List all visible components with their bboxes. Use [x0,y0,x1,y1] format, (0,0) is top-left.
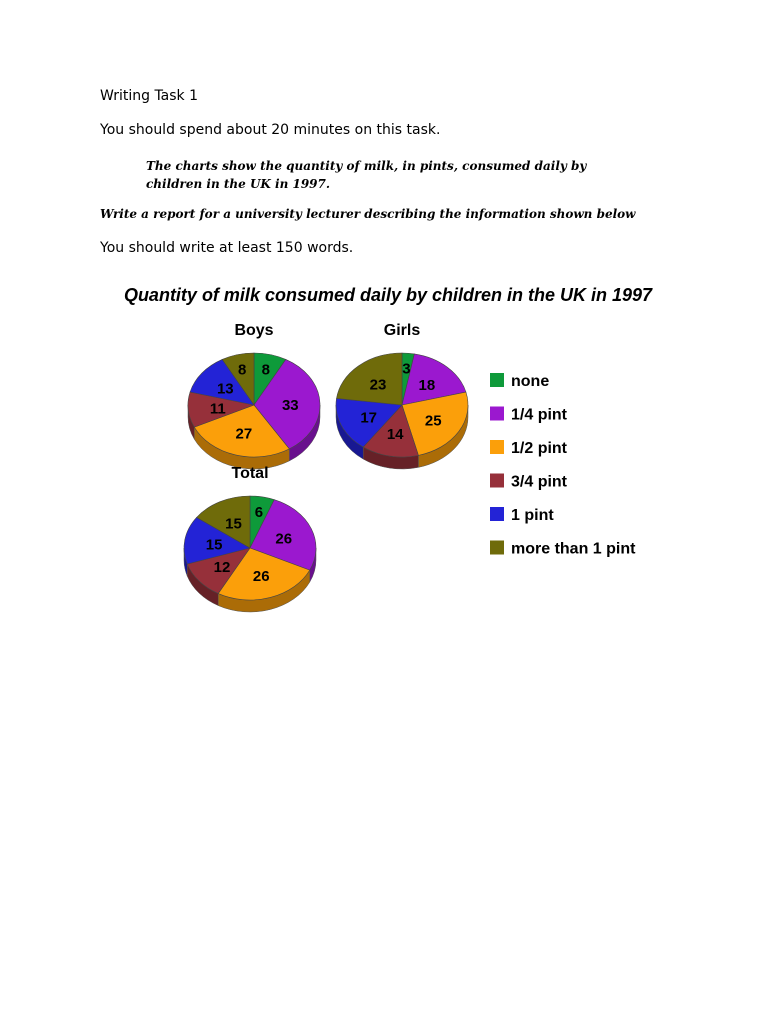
word-count-instruction: You should write at least 150 words. [100,240,354,256]
legend-label: more than 1 pint [511,540,636,558]
legend-item-1-2-pint [490,440,568,457]
pie-value-label: 18 [418,377,436,395]
chart-description: The charts show the quantity of milk, in pints, consumed daily by children in the UK in 1997. [146,159,587,191]
pie-charts-figure [0,270,768,620]
pie-value-label: 8 [238,361,247,379]
legend-swatch [490,541,504,555]
legend-swatch [490,407,504,421]
legend-swatch [490,373,504,387]
legend-item-1-4-pint [490,407,568,424]
time-instruction: You should spend about 20 minutes on this task. [100,122,441,138]
legend-label: none [511,373,550,390]
legend-swatch [490,440,504,454]
task-label: Writing Task 1 [100,88,199,104]
pie-value-label: 27 [235,425,253,443]
pie-name-boys: Boys [234,322,274,339]
legend-swatch [490,507,504,521]
legend-label: 1/2 pint [511,440,568,457]
pie-value-label: 3 [402,360,411,378]
legend-label: 3/4 pint [511,473,568,491]
pie-value-label: 11 [209,400,226,418]
pie-value-label: 26 [252,568,270,586]
legend-item-3-4-pint [490,474,568,491]
pie-value-label: 26 [275,530,293,548]
pie-value-label: 14 [386,426,404,444]
legend-item-1-pint [490,507,554,524]
report-instruction: Write a report for a university lecturer describing the information shown below [100,207,636,221]
pie-value-label: 13 [216,380,234,398]
legend-swatch [490,474,504,488]
pie-total [184,465,316,612]
pie-value-label: 12 [213,559,231,577]
pie-value-label: 17 [360,409,378,427]
pie-value-label: 33 [281,397,299,415]
chart-title: Quantity of milk consumed daily by children in the UK in 1997 [123,285,653,305]
legend-label: 1/4 pint [511,406,568,424]
legend-item-none [490,373,549,390]
pie-value-label: 15 [205,536,223,554]
pie-boys [188,322,320,469]
pie-name-girls: Girls [383,322,421,339]
pie-name-total: Total [231,465,269,482]
pie-value-label: 6 [254,504,264,522]
legend-item-more-than-1-pint [490,541,636,558]
pie-value-label: 25 [424,412,442,430]
legend-label: 1 pint [511,507,554,524]
pie-girls [336,322,468,469]
pie-value-label: 15 [225,515,242,533]
pie-value-label: 8 [261,361,270,379]
pie-value-label: 23 [369,376,387,394]
